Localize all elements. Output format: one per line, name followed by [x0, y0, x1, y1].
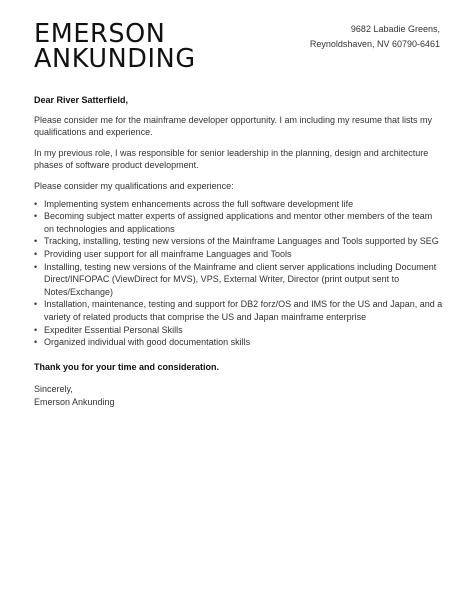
- qualifications-list: [34, 198, 444, 349]
- list-item: • Organized individual with good documentation skills: [44, 336, 444, 349]
- list-item: • Tracking, installing, testing new versions of the Mainframe Languages and Tools supported by SEG: [44, 235, 444, 248]
- letter-body: [34, 94, 444, 408]
- list-item: • Becoming subject matter experts of assigned applications and mentor other members of the team on technologies and applications: [44, 210, 444, 235]
- list-item: • Installation, maintenance, testing and support for DB2 forz/OS and IMS for the US and Japan, and a variety of related products that comprise the US and Japan mainframe enterprise: [44, 298, 444, 323]
- signoff: Sincerely,: [34, 384, 73, 395]
- applicant-address: [310, 22, 440, 51]
- closing-line: Thank you for your time and consideration.: [34, 361, 220, 372]
- address-line-1: 9682 Labadie Greens,: [350, 24, 440, 34]
- paragraph-previous-role: In my previous role, I was responsible for senior leadership in the planning, design and architecture phases of software product development.: [34, 147, 429, 171]
- paragraph-intro: Please consider me for the mainframe developer opportunity. I am including my resume that lists my qualifications and experience.: [34, 114, 433, 138]
- paragraph-qualifications-lead: Please consider my qualifications and experience:: [34, 180, 234, 191]
- applicant-name: [34, 19, 196, 74]
- name-line-1: EMERSON: [34, 19, 166, 49]
- signoff-block: [34, 383, 444, 408]
- list-item: • Providing user support for all mainframe Languages and Tools: [44, 248, 444, 261]
- list-item: • Implementing system enhancements across the full software development life: [44, 198, 444, 211]
- list-item: • Expediter Essential Personal Skills: [44, 324, 444, 337]
- letter-header: [34, 19, 440, 78]
- greeting: Dear River Satterfield,: [34, 95, 129, 105]
- list-item: • Installing, testing new versions of the Mainframe and client server applications including Document Direct/INFOPAC (ViewDirect for MVS), VPS, External Writer, Director (print output sent to Notes/Exchange): [44, 261, 444, 299]
- name-line-2: ANKUNDING: [34, 44, 196, 74]
- address-line-2: Reynoldshaven, NV 60790-6461: [309, 38, 440, 49]
- signature-name: Emerson Ankunding: [34, 396, 115, 407]
